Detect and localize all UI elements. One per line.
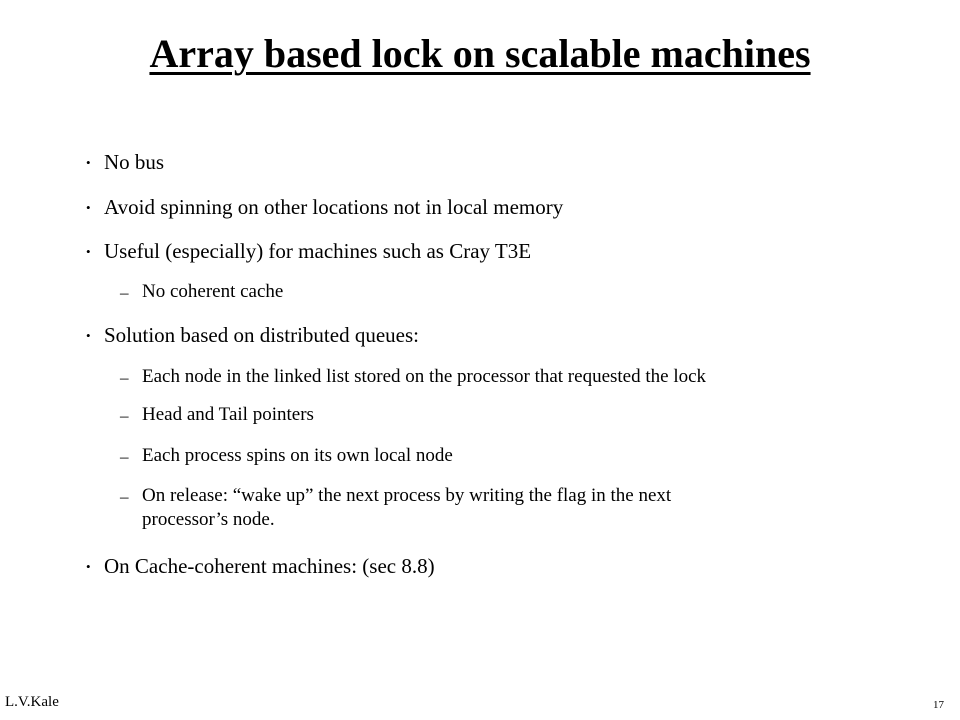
page-number: 17 [933, 699, 944, 711]
sub-bullet-item: Each node in the linked list stored on the processor that requested the lock [142, 366, 707, 387]
dash-marker: – [120, 406, 129, 425]
dash-marker: – [120, 368, 129, 387]
bullet-item: Avoid spinning on other locations not in local memory [104, 195, 564, 219]
bullet-item: On Cache-coherent machines: (sec 8.8) [104, 554, 435, 578]
dash-marker: – [120, 487, 129, 506]
sub-bullet-item-line: processor’s node. [142, 509, 275, 530]
bullet-marker: • [86, 559, 91, 574]
sub-bullet-item: Head and Tail pointers [142, 404, 314, 425]
sub-bullet-item: Each process spins on its own local node [142, 445, 453, 466]
bullet-item: Useful (especially) for machines such as Cray T3E [104, 239, 532, 263]
bullet-marker: • [86, 328, 91, 343]
bullet-marker: • [86, 200, 91, 215]
sub-bullet-item: No coherent cache [142, 281, 284, 302]
footer-author: L.V.Kale [5, 694, 59, 710]
bullet-item: No bus [104, 150, 165, 174]
bullet-item: Solution based on distributed queues: [104, 323, 419, 347]
bullet-marker: • [86, 244, 91, 259]
bullet-marker: • [86, 155, 91, 170]
sub-bullet-item-line: On release: “wake up” the next process by writing the flag in the next [142, 485, 672, 506]
dash-marker: – [120, 447, 129, 466]
slide-title: Array based lock on scalable machines [149, 31, 811, 76]
dash-marker: – [120, 283, 129, 302]
